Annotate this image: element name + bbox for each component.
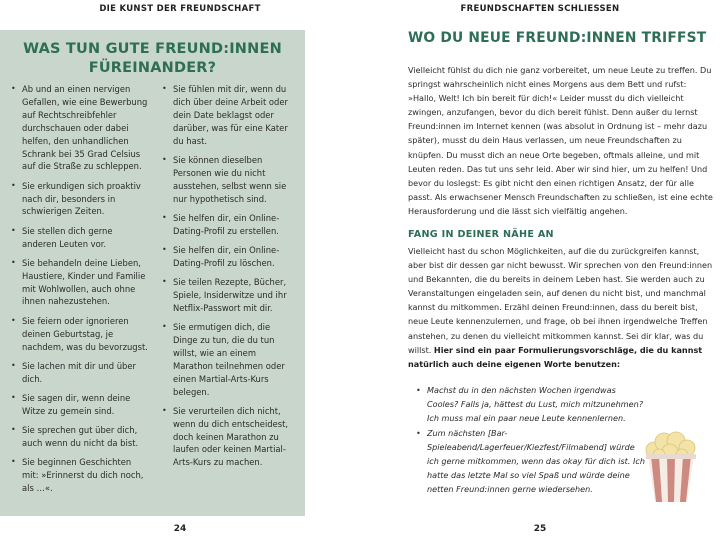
tips-list-left [10,83,148,501]
running-head: DIE KUNST DER FREUNDSCHAFT [99,4,261,14]
popcorn-bucket-rim [646,454,696,459]
tip-item: • Sie helfen dir, ein Online-Dating-Profil zu löschen. [161,244,297,270]
phrase-example: • Zum nächsten [Bar-Spieleabend/Lagerfeuer/Kiezfest/Filmabend] würde ich gerne mitkommen, wenn das okay für dich ist. Ich hatte das letzte Mal so viel Spaß und würde deine netten Freund:innen gerne wiedersehen. [412,426,648,497]
body-paragraph-text: Vielleicht hast du schon Möglichkeiten, auf die du zurückgreifen kannst, aber bist dir dessen gar nicht bewusst. Wir sprechen von den Freund:innen und Bekannten, die du bereits in deinem Leben hast. Sie werden auch zu Veranstaltungen eingeladen sein, auf denen du nicht bist, und manchmal kannst du mitkommen. Erzähl deinen Freund:innen, dass du bereit bist, neue Leute kennenzulernen, und frage, ob bei ihnen irgendwelche Treffen anstehen, zu denen du vielleicht mitkommen kannst. Sei dir klar, was du willst. [408,246,713,355]
box-title-line-2: FÜREINANDER? [88,60,217,76]
running-head: FREUNDSCHAFTEN SCHLIESSEN [460,4,620,14]
tip-item: • Sie helfen dir, ein Online-Dating-Profil zu erstellen. [161,212,297,238]
tip-item: • Ab und an einen nervigen Gefallen, wie eine Bewerbung auf Rechtschreibfehler durchschauen oder dabei helfen, den unhandlichen Schrank bei 35 Grad Celsius auf die Straße zu schleppen. [10,83,148,173]
page-number: 25 [533,524,547,534]
phrase-example: • Machst du in den nächsten Wochen irgendwas Cooles? Falls ja, hättest du Lust, mich mitzunehmen? Ich muss mal ein paar neue Leute kennenlernen. [412,383,648,426]
tip-item: • Sie verurteilen dich nicht, wenn du dich entscheidest, doch keinen Marathon zu laufen oder keinen Martial-Arts-Kurs zu machen. [161,405,297,470]
tip-item: • Sie lachen mit dir und über dich. [10,360,148,386]
page-number: 24 [173,524,187,534]
tip-item: • Sie beginnen Geschichten mit: »Erinnerst du dich noch, als …«. [10,456,148,495]
tip-item: • Sie stellen dich gerne anderen Leuten vor. [10,225,148,251]
intro-paragraph: Vielleicht fühlst du dich nie ganz vorbereitet, um neue Leute zu treffen. Du springst wahrscheinlich nicht eines Morgens aus dem Bett und rufst: »Hallo, Welt! Ich bin bereit für dich!« Leider musst du dich vielleicht zwingen, anzufangen, bevor du dich bereit fühlst. Denn außer du lernst Freund:innen im Internet kennen (was absolut in Ordnung ist – mehr dazu später), musst du dein Haus verlassen, um neue Freundschaften zu knüpfen. Du musst dich an neue Orte begeben, oftmals alleine, und mit Leuten reden. Das tut uns sehr leid. Aber wir sind hier, um zu helfen! Und bevor du loslegst: Es gibt nicht den einen richtigen Ansatz, der für alle passt. Als erwachsener Mensch Freundschaften zu schließen, ist eine echte Herausforderung und die lässt sich vielfältig angehen. [408,65,713,216]
box-title-line-1: WAS TUN GUTE FREUND:INNEN [23,41,282,57]
body-paragraph-bold: Hier sind ein paar Formulierungsvorschläge, die du kannst natürlich auch deine eigenen Worte benutzen: [408,344,703,369]
tip-item: • Sie behandeln deine Lieben, Haustiere, Kinder und Familie mit Wohlwollen, auch ohne ihnen nahezustehen. [10,257,148,309]
section-title: WO DU NEUE FREUND:INNEN TRIFFST [408,30,707,46]
tip-item: • Sie fühlen mit dir, wenn du dich über deine Arbeit oder dein Date beklagst oder darüber, was für eine Kater du hast. [161,83,297,148]
tip-item: • Sie sagen dir, wenn deine Witze zu gemein sind. [10,392,148,418]
tip-item: • Sie können dieselben Personen wie du nicht ausstehen, selbst wenn sie nur hypothetisch sind. [161,154,297,206]
box-title [10,40,295,78]
phrase-examples-list [412,383,648,497]
tip-item: • Sie ermutigen dich, die Dinge zu tun, die du tun willst, wie an einem Marathon teilnehmen oder einen Martial-Arts-Kurs belegen. [161,321,297,398]
popcorn-bucket-icon [640,428,702,504]
tip-item: • Sie erkundigen sich proaktiv nach dir, besonders in schwierigen Zeiten. [10,180,148,219]
tip-item: • Sie sprechen gut über dich, auch wenn du nicht da bist. [10,424,148,450]
body-paragraph [408,244,714,371]
tips-list-right [161,83,297,476]
friendship-tips-box [0,30,305,516]
tip-item: • Sie feiern oder ignorieren deinen Geburtstag, je nachdem, was du bevorzugst. [10,315,148,354]
subheading: FANG IN DEINER NÄHE AN [408,229,554,240]
tip-item: • Sie teilen Rezepte, Bücher, Spiele, Insiderwitze und ihr Netflix-Passwort mit dir. [161,276,297,315]
